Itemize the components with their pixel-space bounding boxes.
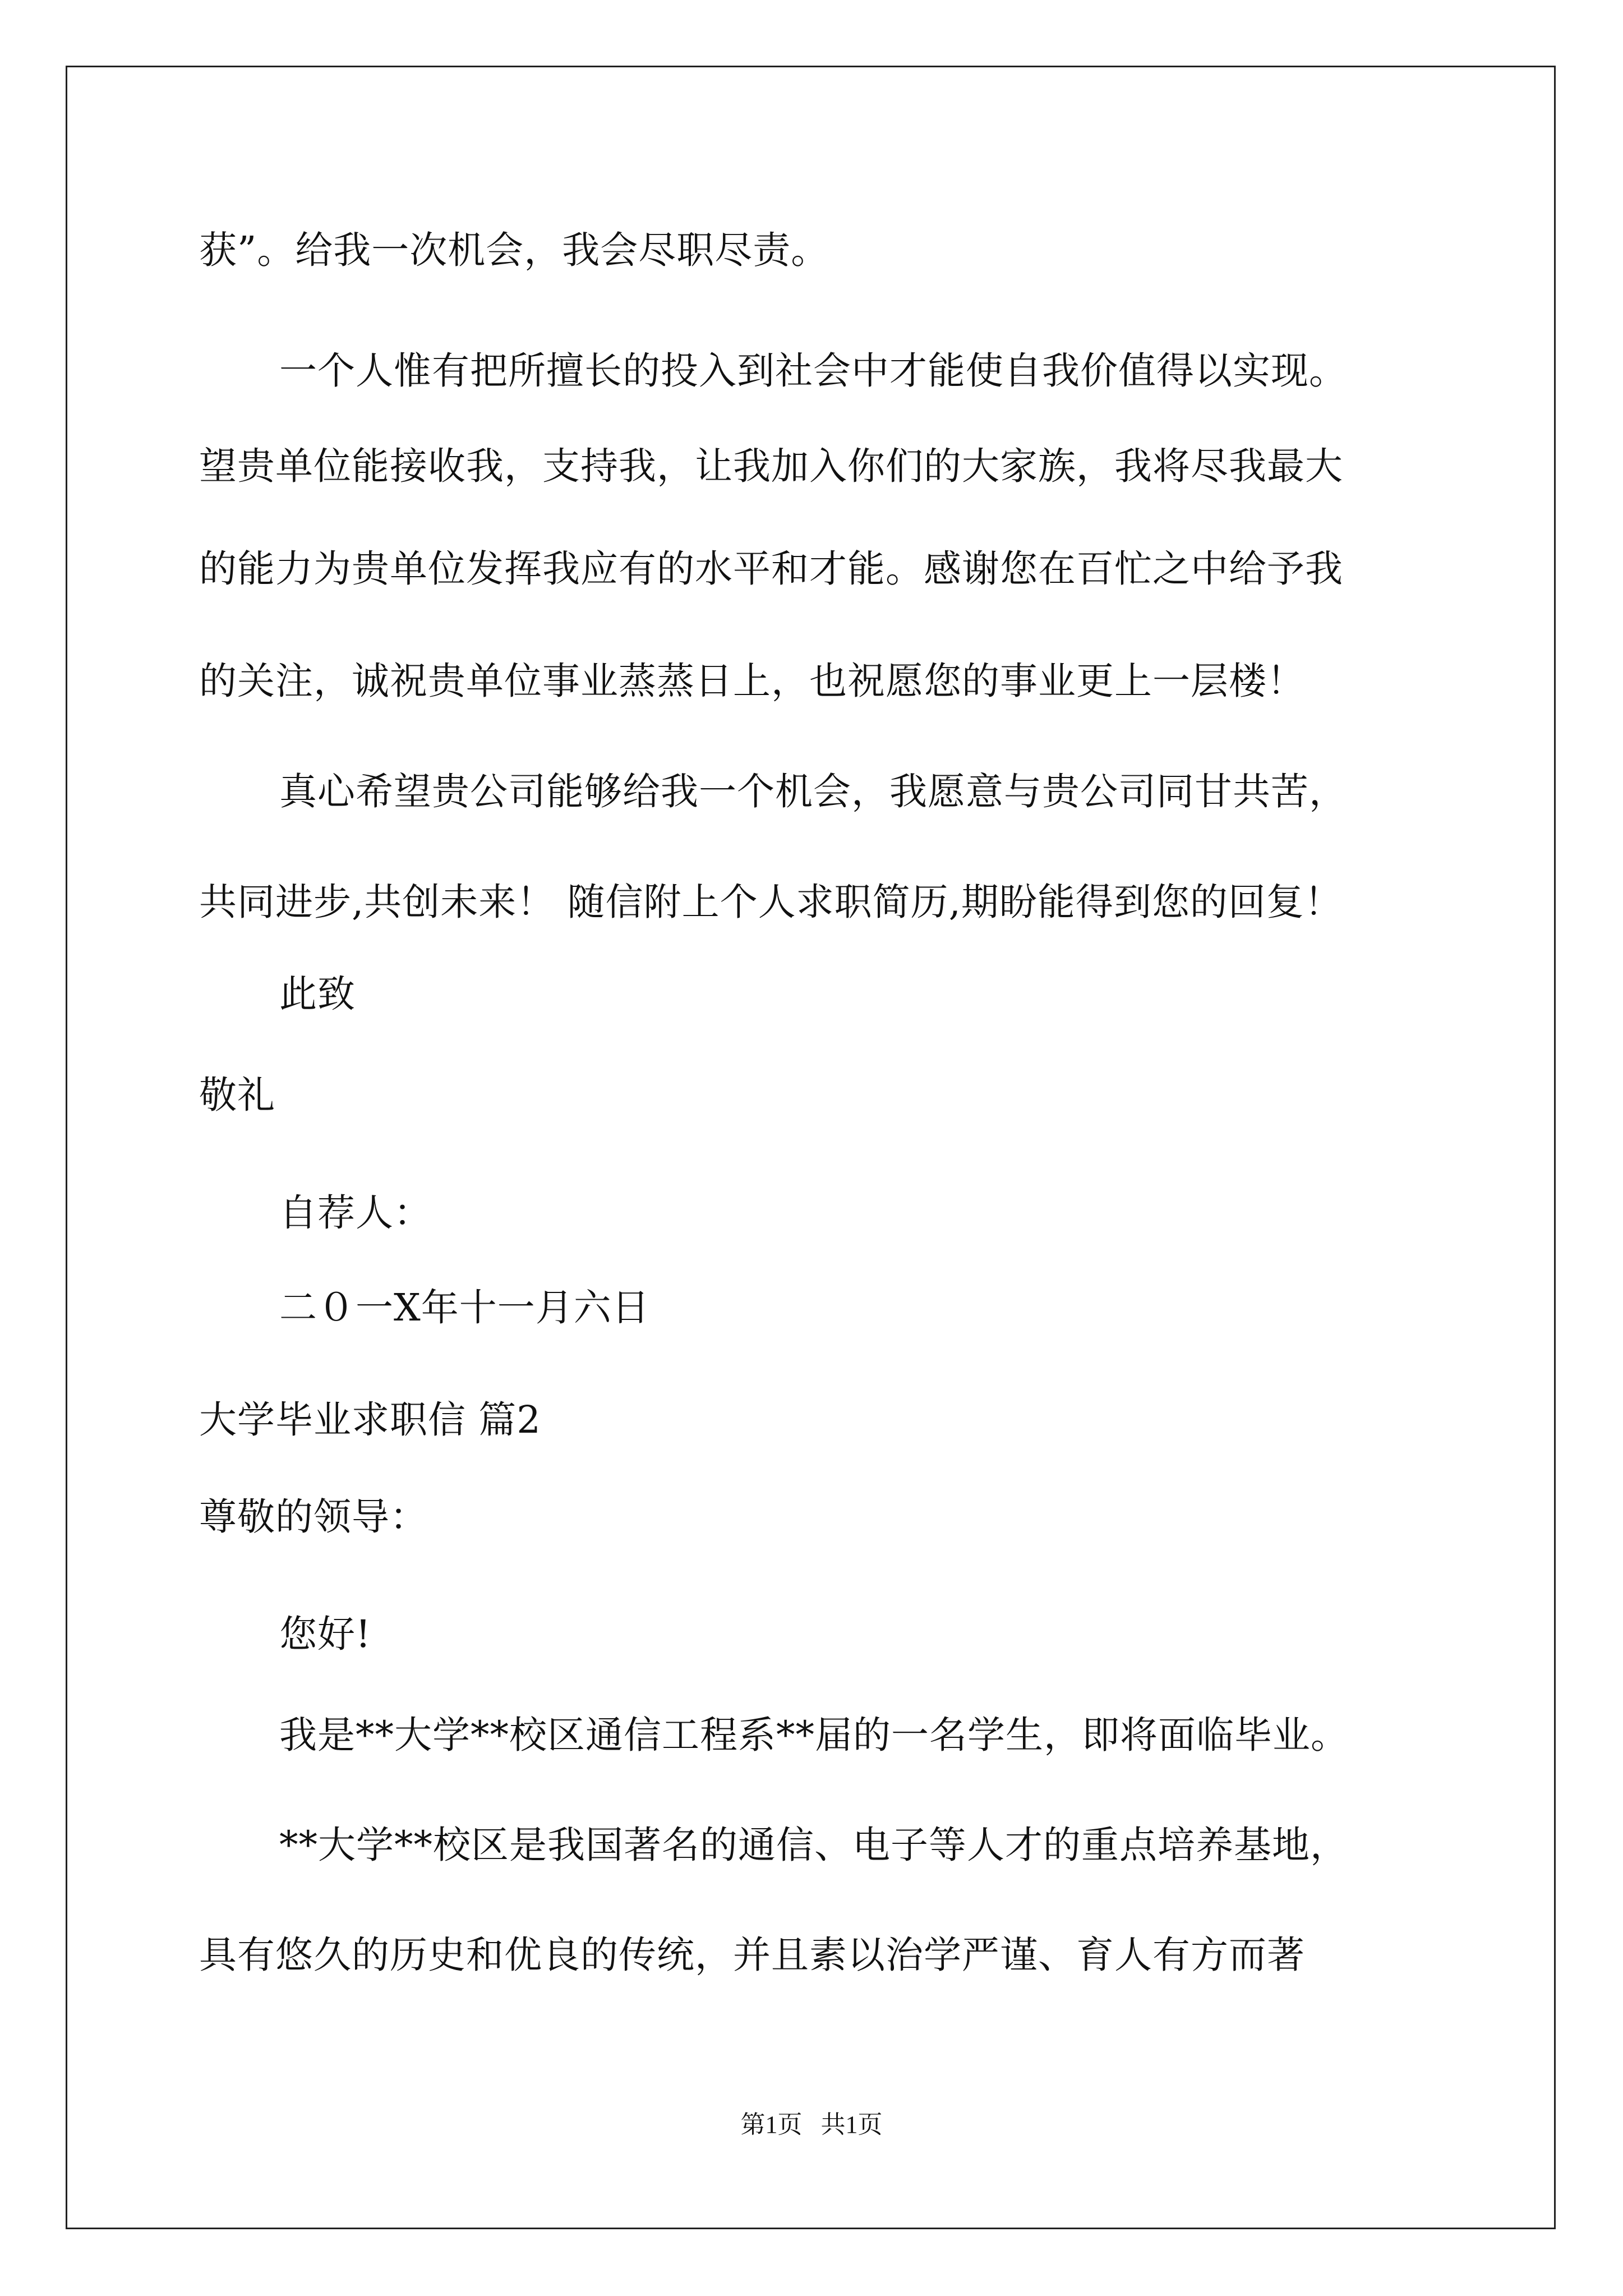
closing-respect: 敬礼 <box>199 1073 275 1117</box>
body-text-line: 共同进步,共创未来！ 随信附上个人求职简历,期盼能得到您的回复！ <box>199 880 1343 924</box>
greeting-recipient: 尊敬的领导： <box>199 1495 428 1539</box>
body-text-line: 真心希望贵公司能够给我一个机会，我愿意与贵公司同甘共苦， <box>279 770 1347 813</box>
body-text-line: 具有悠久的历史和优良的传统，并且素以治学严谨、育人有方而著 <box>199 1933 1305 1977</box>
body-text-line: 的关注，诚祝贵单位事业蒸蒸日上，也祝愿您的事业更上一层楼！ <box>199 659 1305 703</box>
greeting: 您好! <box>279 1612 371 1656</box>
body-text-line: 一个人惟有把所擅长的投入到社会中才能使自我价值得以实现。 <box>279 349 1347 393</box>
body-text-line: 望贵单位能接收我，支持我，让我加入你们的大家族，我将尽我最大 <box>199 444 1343 488</box>
section-heading: 大学毕业求职信 篇2 <box>199 1398 541 1442</box>
body-text-line: 获”。给我一次机会，我会尽职尽责。 <box>199 228 829 272</box>
body-text-line: **大学**校区是我国著名的通信、电子等人才的重点培养基地， <box>279 1823 1348 1867</box>
letter-date: 二０一X年十一月六日 <box>279 1286 650 1329</box>
closing-salutation: 此致 <box>279 972 356 1016</box>
page-footer: 第1页 共1页 <box>740 2111 883 2138</box>
signature-label: 自荐人： <box>279 1191 432 1235</box>
body-text-line: 的能力为贵单位发挥我应有的水平和才能。感谢您在百忙之中给予我 <box>199 547 1343 591</box>
body-text-line: 我是**大学**校区通信工程系**届的一名学生，即将面临毕业。 <box>279 1713 1349 1757</box>
